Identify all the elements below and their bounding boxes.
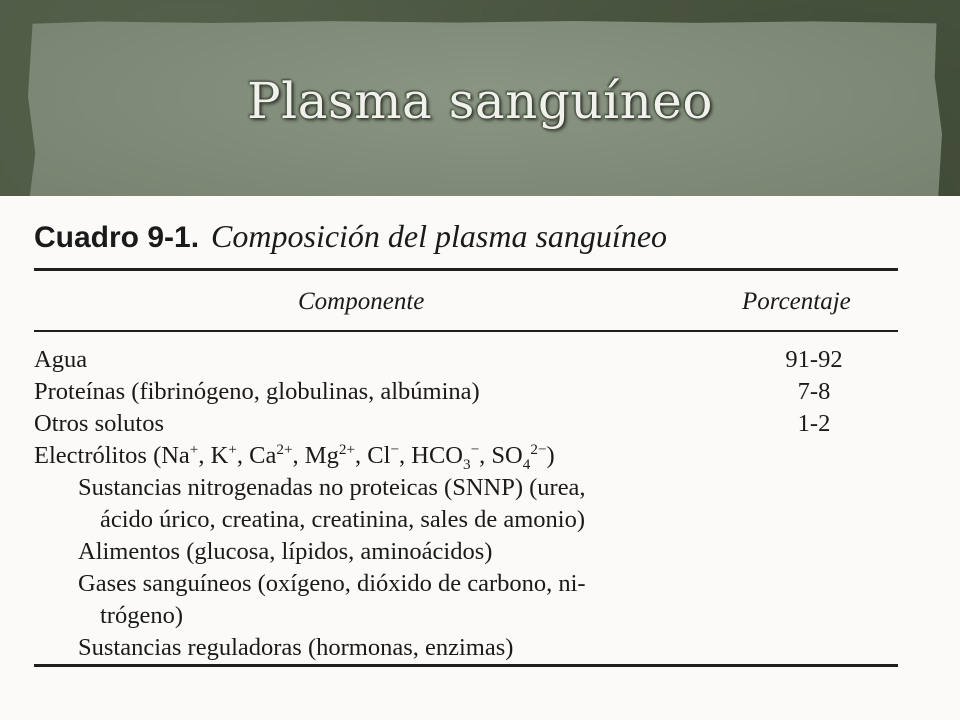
- table-row: [34, 472, 898, 504]
- slide-title: Plasma sanguíneo: [247, 72, 713, 130]
- header-rule: [34, 330, 898, 332]
- bottom-rule: [34, 664, 898, 667]
- row-percent: 7-8: [797, 378, 831, 405]
- table-row: [34, 600, 898, 632]
- table-row: [34, 568, 898, 600]
- table-row: [34, 632, 898, 664]
- header-percent: Porcentaje: [742, 288, 851, 315]
- row-component: Otros solutos: [34, 410, 165, 437]
- row-component: Alimentos (glucosa, lípidos, aminoácidos): [78, 538, 493, 565]
- row-component: Sustancias nitrogenadas no proteicas (SNNP) (urea,: [78, 474, 586, 501]
- table-row: [34, 504, 898, 536]
- top-rule: [34, 268, 898, 271]
- table-row-electrolytes: [34, 440, 898, 472]
- row-component: Gases sanguíneos (oxígeno, dióxido de carbono, ni-: [78, 570, 586, 597]
- table-body: [34, 344, 898, 664]
- row-component: Agua: [34, 346, 88, 373]
- caption-title: Composición del plasma sanguíneo: [211, 218, 668, 254]
- row-component: ácido úrico, creatina, creatinina, sales de amonio): [100, 506, 586, 533]
- table-row: [34, 408, 898, 440]
- table-caption: [34, 218, 667, 255]
- row-percent: 91-92: [785, 346, 843, 373]
- row-component: Electrólitos (Na+, K+, $Ca^{2+}$, $Mg^{2+}$, Cl−, $HCO_3^-$, $SO_4^{2-}$): [34, 440, 555, 473]
- table-row: [34, 344, 898, 376]
- caption-number: Cuadro 9-1.: [34, 221, 200, 254]
- header-component: Componente: [298, 288, 425, 315]
- row-component: trógeno): [100, 602, 183, 629]
- table-row: [34, 376, 898, 408]
- table-row: [34, 536, 898, 568]
- row-component: Sustancias reguladoras (hormonas, enzimas): [78, 634, 514, 661]
- scanned-table-image: [0, 196, 960, 720]
- row-component: Proteínas (fibrinógeno, globulinas, albúmina): [34, 378, 480, 405]
- row-percent: 1-2: [797, 410, 831, 437]
